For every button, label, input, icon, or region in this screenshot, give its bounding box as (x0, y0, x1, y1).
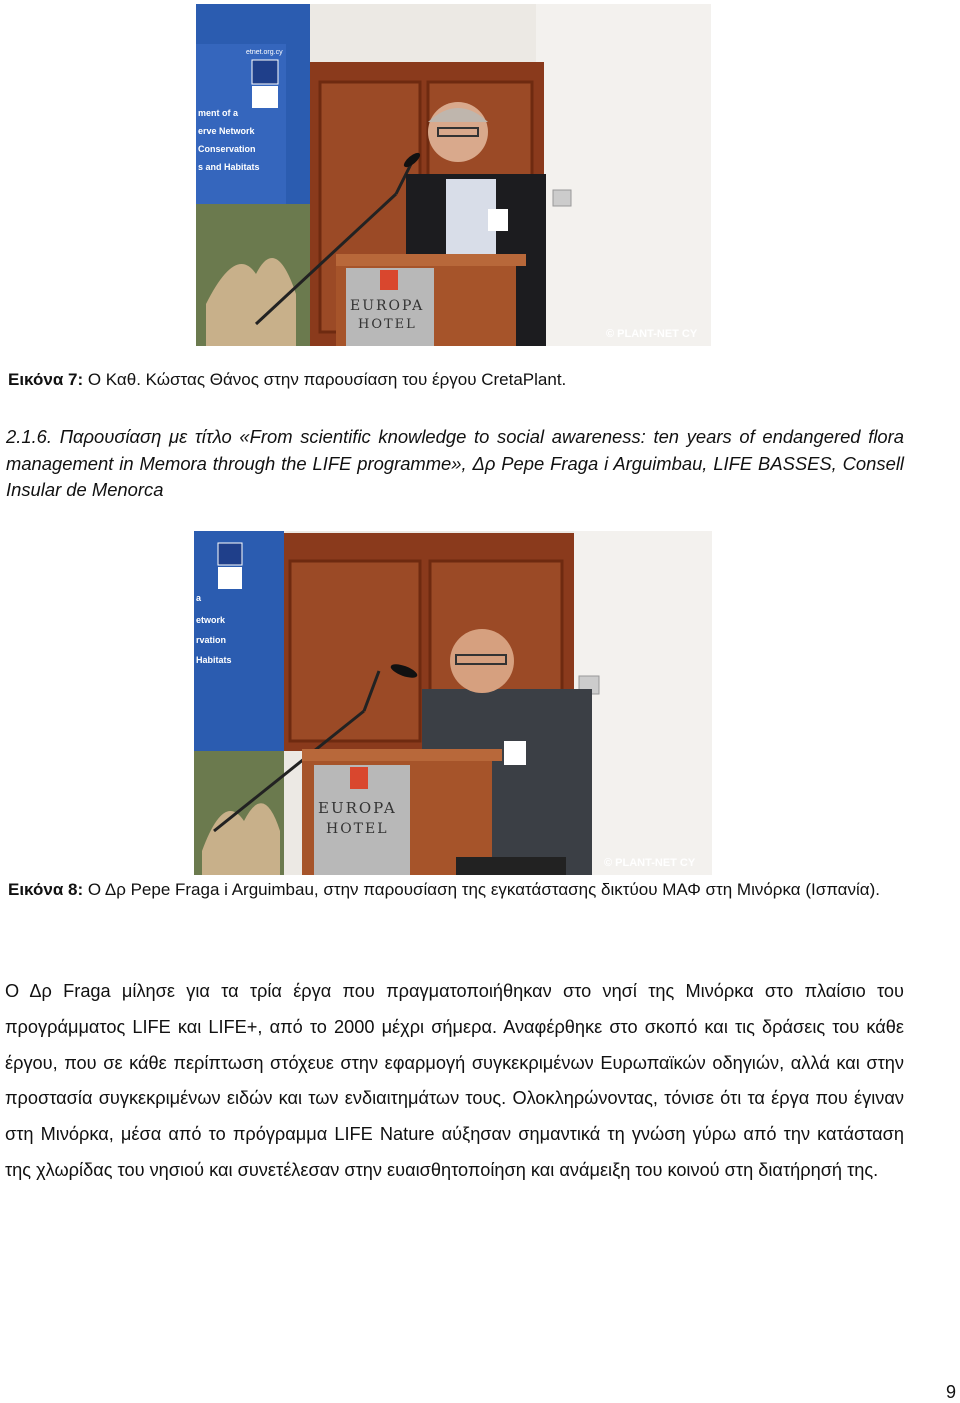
figure-8-caption-text: Ο Δρ Pepe Fraga i Arguimbau, στην παρουσίαση της εγκατάστασης δικτύου ΜΑΦ στη Μινόρκα (Ισπανία). (83, 880, 881, 899)
body-paragraph: Ο Δρ Fraga μίλησε για τα τρία έργα που πραγματοποιήθηκαν στο νησί της Μινόρκα στο πλαίσιο του προγράμματος LIFE και LIFE+, από το 2000 μέχρι σήμερα. Αναφέρθηκε στο σκοπό και τις δράσεις του κάθε έργου, που σε κάθε περίπτωση στόχευε στην εφαρμογή συγκεκριμένων Ευρωπαϊκών οδηγιών, αλλά και στην προστασία συγκεκριμένων ειδών και των ενδιαιτημάτων τους. Ολοκληρώνοντας, τόνισε ότι τα έργα που έγιναν στη Μινόρκα, μέσα από το πρόγραμμα LIFE Nature αύξησαν σημαντικά τη γνώση γύρω από την κατάσταση της χλωρίδας του νησιού και συνετέλεσαν στην ευαισθητοποίηση και ανάμειξη του κοινού στη διατήρησή της. (5, 981, 904, 1180)
podium-text-europa: EUROPA (350, 298, 425, 314)
banner-line-3: rvation (196, 635, 227, 645)
banner-line-2: erve Network (198, 126, 255, 136)
page-number: 9 (945, 1382, 956, 1402)
figure-7-caption-text: Ο Καθ. Κώστας Θάνος στην παρουσίαση του έργου CretaPlant. (83, 370, 567, 389)
podium-text-europa: EUROPA (318, 799, 397, 817)
banner-line-1: a (196, 593, 202, 603)
banner-line-4: Habitats (196, 655, 232, 665)
podium-text-hotel: HOTEL (326, 821, 389, 837)
banner-line-1: ment of a (198, 108, 239, 118)
podium-text-hotel: HOTEL (358, 317, 417, 332)
figure-8-caption (8, 877, 908, 903)
figure-7-caption (8, 367, 908, 393)
banner-line-3: Conservation (198, 144, 256, 154)
banner-url: etnet.org.cy (246, 49, 283, 56)
figure-8-photo (194, 531, 712, 875)
figure-7-caption-label: Εικόνα 7: (8, 370, 84, 389)
banner-line-2: etwork (196, 615, 226, 625)
photo-watermark: © PLANT-NET CY (606, 328, 698, 340)
figure-8-caption-label: Εικόνα 8: (8, 880, 84, 899)
banner-line-4: s and Habitats (198, 162, 260, 172)
photo-watermark: © PLANT-NET CY (604, 857, 696, 869)
figure-7-photo (196, 4, 711, 346)
section-heading: 2.1.6. Παρουσίαση με τίτλο «From scientific knowledge to social awareness: ten years of endangered flora management in Memora through the LIFE programme», Δρ Pepe Fraga i Arguimbau, LIFE BASSES, Consell Insular de Menorca (6, 426, 904, 500)
